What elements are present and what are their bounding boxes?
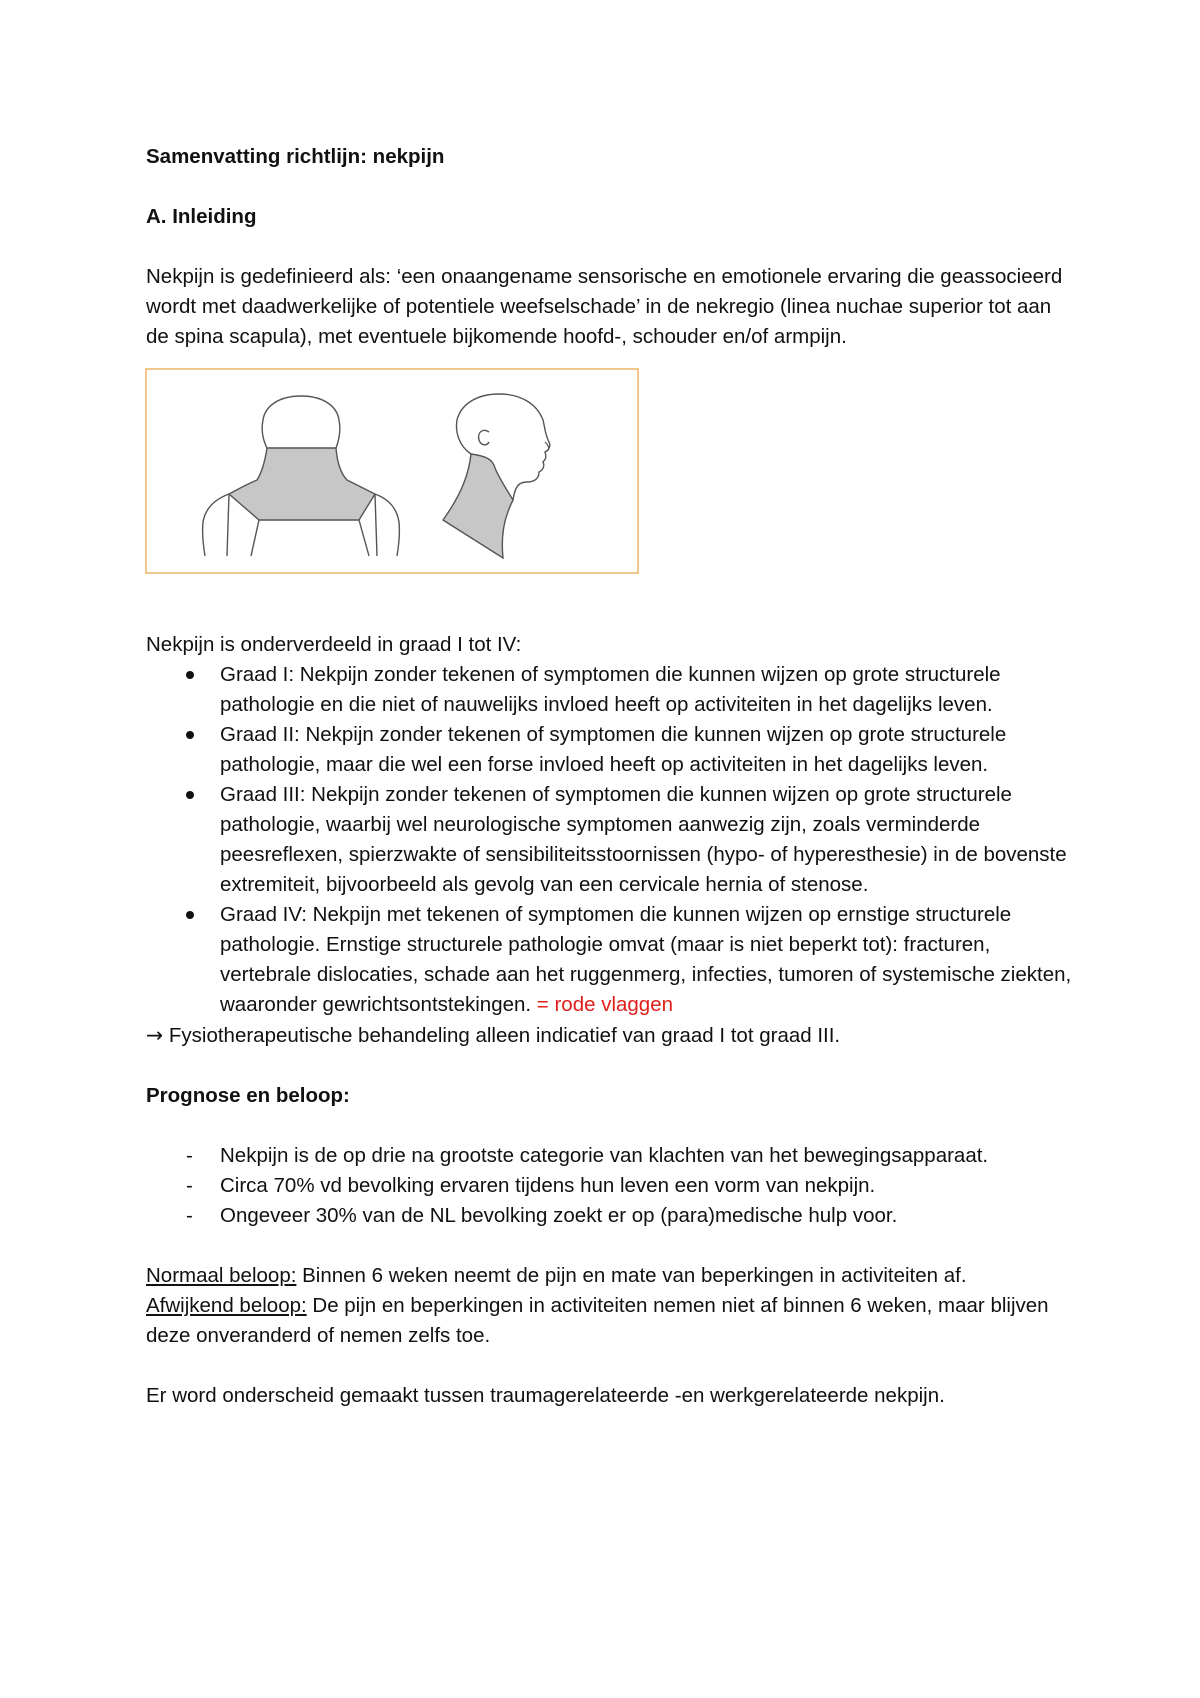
closing-sentence: Er word onderscheid gemaakt tussen traumagerelateerde -en werkgerelateerde nekpijn.: [146, 1384, 945, 1407]
document-title: Samenvatting richtlijn: nekpijn: [146, 145, 445, 168]
back-view-left-arm: [203, 494, 229, 556]
section-a-heading: A. Inleiding: [146, 205, 257, 228]
grade-item-2: Graad II: Nekpijn zonder tekenen of symptomen die kunnen wijzen op grote structurele pathologie, maar die wel een forse invloed heeft op activiteiten in het dagelijks leven.: [146, 720, 1076, 780]
neck-region-svg: [147, 370, 637, 572]
grade-item-4-text: Graad IV: Nekpijn met tekenen of symptomen die kunnen wijzen op ernstige structurele pathologie. Ernstige structurele pathologie omvat (maar is niet beperkt tot): fracturen, vertebrale dislocaties, schade aan het ruggenmerg, infecties, tumoren of systemische ziekten, waaronder gewrichtsontstekingen.: [220, 903, 1072, 1016]
grade-item-3: Graad III: Nekpijn zonder tekenen of symptomen die kunnen wijzen op grote structurele pathologie, waarbij wel neurologische symptomen aanwezig zijn, zoals verminderde peesreflexen, spierzwakte of sensibiliteitsstoornissen (hypo- of hyperesthesie) in de bovenste extremiteit, bijvoorbeeld als gevolg van een cervicale hernia of stenose.: [146, 780, 1076, 900]
prognosis-item-text: Circa 70% vd bevolking ervaren tijdens hun leven een vorm van nekpijn.: [220, 1174, 876, 1197]
side-view-ear: [479, 430, 489, 444]
deviant-course-text: De pijn en beperkingen in activiteiten nemen niet af binnen 6 weken, maar blijven deze onveranderd of nemen zelfs toe.: [146, 1294, 1049, 1347]
grade-item-1: Graad I: Nekpijn zonder tekenen of symptomen die kunnen wijzen op grote structurele pathologie en die niet of nauwelijks invloed heeft op activiteiten in het dagelijks leven.: [146, 660, 1076, 720]
dash-marker: -: [186, 1204, 193, 1227]
side-view-nose: [545, 442, 549, 452]
prognosis-item-2: [146, 1171, 1076, 1201]
side-view-shaded-neck: [443, 454, 513, 558]
document-page: [146, 142, 1076, 1411]
grades-list: [146, 660, 1076, 1020]
grades-intro: Nekpijn is onderverdeeld in graad I tot IV:: [146, 633, 522, 656]
deviant-course: [146, 1291, 1076, 1351]
normal-course-text: Binnen 6 weken neemt de pijn en mate van beperkingen in activiteiten af.: [296, 1264, 967, 1287]
prognosis-item-text: Ongeveer 30% van de NL bevolking zoekt er op (para)medische hulp voor.: [220, 1204, 898, 1227]
prognosis-item-3: [146, 1201, 1076, 1231]
prognosis-list: [146, 1141, 1076, 1231]
dash-marker: -: [186, 1174, 193, 1197]
prognosis-heading: Prognose en beloop:: [146, 1084, 350, 1107]
neck-region-illustration: [145, 368, 639, 574]
back-view-right-arm: [375, 494, 399, 556]
dash-marker: -: [186, 1144, 193, 1167]
back-view-head: [262, 396, 340, 448]
normal-course-label: Normaal beloop:: [146, 1264, 297, 1287]
arrow-icon: →: [146, 1023, 164, 1047]
physio-indication: [146, 1020, 1076, 1051]
deviant-course-label: Afwijkend beloop:: [146, 1294, 307, 1317]
red-flag-note: = rode vlaggen: [536, 993, 673, 1016]
normal-course: [146, 1261, 1076, 1291]
neck-pain-definition: Nekpijn is gedefinieerd als: ‘een onaangename sensorische en emotionele ervaring die geassocieerd wordt met daadwerkelijke of potentiele weefselschade’ in de nekregio (linea nuchae superior tot aan de spina scapula), met eventuele bijkomende hoofd-, schouder en/of armpijn.: [146, 265, 1063, 348]
grade-item-4: [146, 900, 1076, 1020]
prognosis-item-text: Nekpijn is de op drie na grootste categorie van klachten van het bewegingsapparaat.: [220, 1144, 989, 1167]
physio-indication-text: Fysiotherapeutische behandeling alleen indicatief van graad I tot graad III.: [163, 1024, 841, 1047]
prognosis-item-1: [146, 1141, 1076, 1171]
back-view-shaded-region: [229, 448, 375, 520]
